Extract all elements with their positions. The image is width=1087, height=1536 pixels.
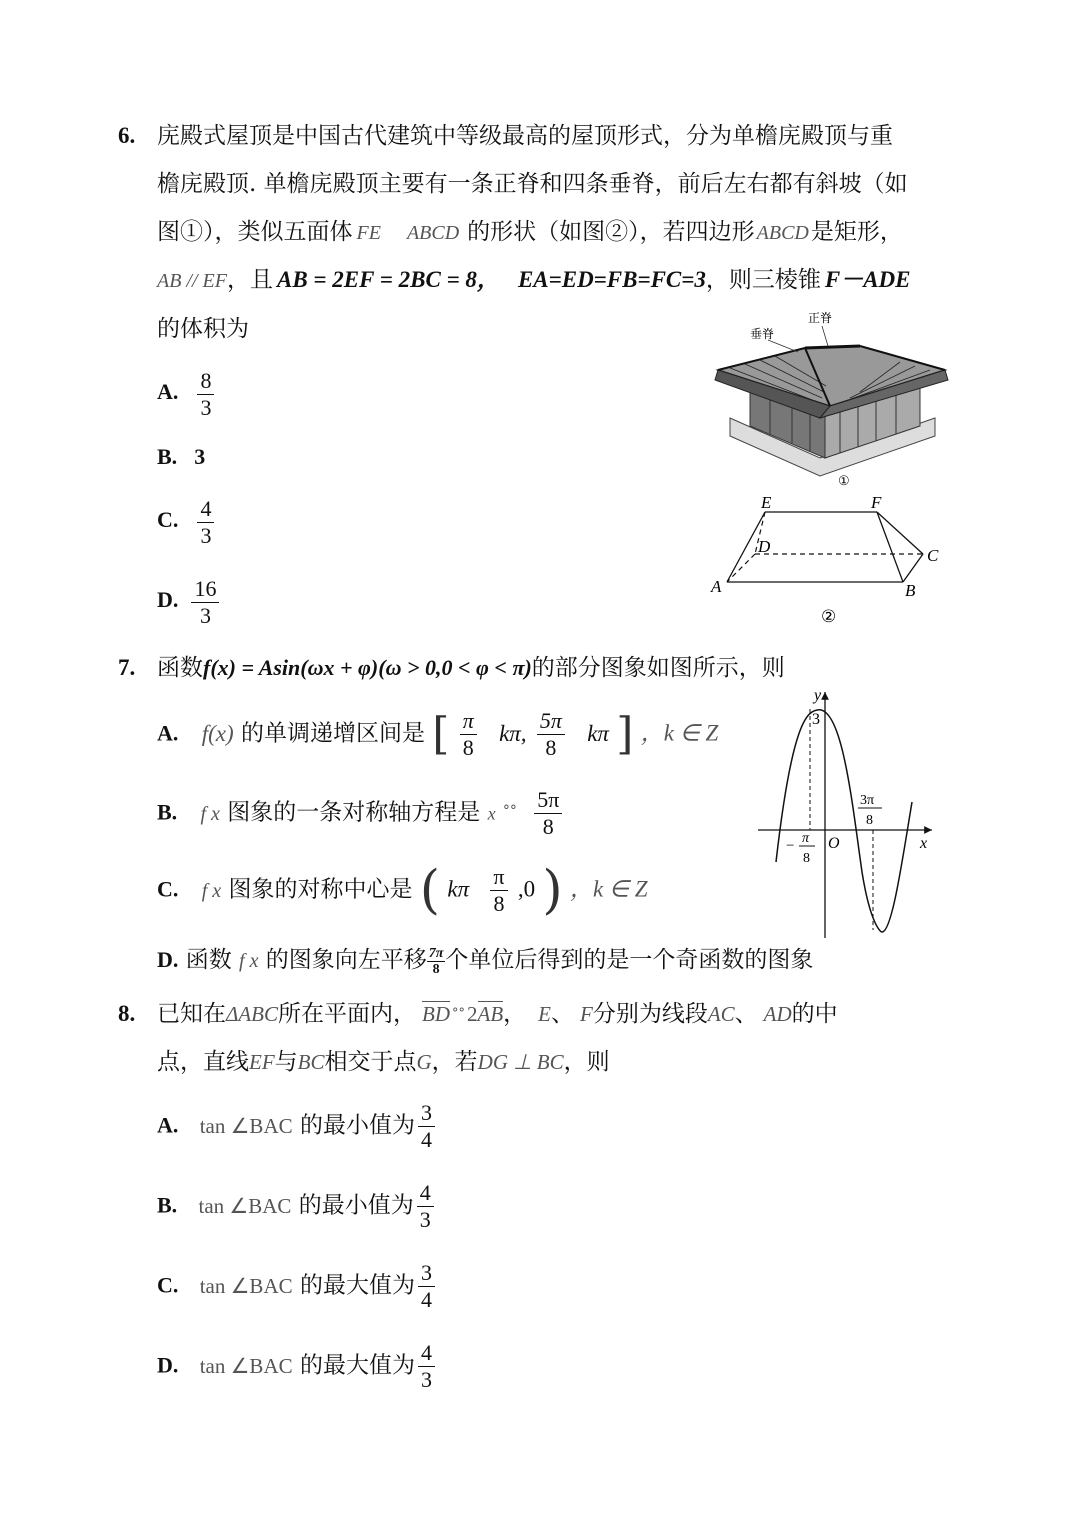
right-paren: ) [542, 860, 563, 921]
origin-label: O [828, 835, 840, 852]
q7-option-d[interactable]: D. 函数 f x 的图象向左平移 $\frac{7\pi}{8}$ 个单位后得到的是一个奇函数的图象 [157, 945, 814, 977]
fraction: $\frac{7\pi}{8}$ [428, 945, 444, 977]
sine-graph [752, 682, 942, 940]
q6-line-4: AB // EF，且 AB = 2EF = 2BC = 8， EA=ED=FB=FC=3，则三棱锥 F－ADE [157, 267, 911, 293]
sine-curve [776, 710, 912, 932]
vertex-e: E [761, 493, 772, 512]
q7-number: 7. [118, 655, 136, 680]
label-chuiji: 垂脊 [750, 327, 775, 341]
left-paren: ( [419, 860, 441, 921]
fraction: $\frac{4}{3}$ [197, 496, 214, 549]
fraction: $\frac{16}{3}$ [191, 576, 219, 629]
fraction: $\frac{4}{3}$ [417, 1180, 434, 1233]
q8-option-b[interactable]: B. tan ∠BAC 的最小值为 $\frac{4}{3}$ [157, 1180, 437, 1233]
fraction: $\frac{8}{3}$ [197, 368, 214, 421]
vertex-d: D [758, 537, 771, 556]
fraction: $\frac{3}{4}$ [418, 1100, 435, 1153]
pentahedron-figure [705, 490, 955, 630]
q6-line-5: 的体积为 [157, 316, 249, 342]
y-axis-label: y [814, 687, 822, 704]
figure-1-caption: ① [838, 473, 850, 488]
q7-option-b[interactable]: B. f x 图象的一条对称轴方程是 x °° $\frac{5\pi}{8}$ [157, 787, 565, 840]
q6-option-c[interactable]: C. $\frac{4}{3}$ [157, 496, 217, 549]
q8-line-2: 点，直线EF与BC相交于点G，若DG ⊥ BC，则 [157, 1049, 610, 1075]
fraction: $\frac{\pi}{8}$ [460, 708, 477, 761]
vertex-f: F [871, 493, 882, 512]
label-zhengji: 正脊 [808, 311, 833, 325]
leader-line [768, 340, 798, 352]
fraction: $\frac{\pi}{8}$ [490, 864, 507, 917]
q7-option-a[interactable]: A. f(x) 的单调递增区间是 [ $\frac{\pi}{8}$ kπ, $\frac{5\pi}{8}$ kπ ] ，k ∈ Z [157, 708, 719, 760]
q7-stem: 函数f(x) = Asin(ωx + φ)(ω > 0,0 < φ < π)的部分图象如图所示，则 [157, 655, 785, 681]
q8-number: 8. [118, 1001, 136, 1026]
fraction: $\frac{3}{4}$ [418, 1260, 435, 1313]
right-tick-num: 3π [860, 793, 875, 808]
roof-figure [710, 308, 950, 493]
q6-number: 6. [118, 123, 136, 148]
peak-label: 3 [812, 711, 820, 728]
q8-option-c[interactable]: C. tan ∠BAC 的最大值为 $\frac{3}{4}$ [157, 1260, 438, 1313]
q8-option-a[interactable]: A. tan ∠BAC 的最小值为 $\frac{3}{4}$ [157, 1100, 438, 1153]
fraction: $\frac{4}{3}$ [418, 1340, 435, 1393]
leader-line [822, 326, 828, 346]
left-tick-num: π [802, 831, 810, 846]
vertex-a: A [711, 577, 722, 596]
figure-2-caption: ② [821, 607, 837, 626]
left-bracket: [ [432, 708, 450, 760]
left-tick-sign: − [786, 838, 795, 854]
vertex-c: C [927, 546, 939, 565]
vertex-b: B [905, 581, 916, 600]
q8-option-d[interactable]: D. tan ∠BAC 的最大值为 $\frac{4}{3}$ [157, 1340, 438, 1393]
q6-line-2: 檐庑殿顶. 单檐庑殿顶主要有一条正脊和四条垂脊，前后左右都有斜坡（如 [157, 171, 908, 197]
q6-option-a[interactable]: A. $\frac{8}{3}$ [157, 368, 217, 421]
fraction: $\frac{5\pi}{8}$ [534, 787, 562, 840]
q6-option-b[interactable]: B. 3 [157, 444, 206, 469]
right-tick-den: 8 [866, 813, 873, 828]
q6-option-d[interactable]: D. $\frac{16}{3}$ [157, 576, 222, 629]
q6-line-1: 庑殿式屋顶是中国古代建筑中等级最高的屋顶形式，分为单檐庑殿顶与重 [157, 123, 893, 149]
q8-line-1: 已知在ΔABC所在平面内， BD °°2AB， E、 F分别为线段AC、 AD的中 [157, 1001, 838, 1027]
q7-option-c[interactable]: C. f x 图象的对称中心是 ( kπ $\frac{\pi}{8}$ ,0 ) ，k ∈ Z [157, 860, 648, 921]
q6-line-3: 图①），类似五面体 FE ABCD 的形状（如图②），若四边形 ABCD是矩形， [157, 219, 903, 245]
fraction: $\frac{5\pi}{8}$ [537, 708, 565, 761]
right-bracket: ] [616, 708, 634, 760]
left-tick-den: 8 [803, 851, 810, 866]
x-axis-label: x [920, 835, 928, 852]
